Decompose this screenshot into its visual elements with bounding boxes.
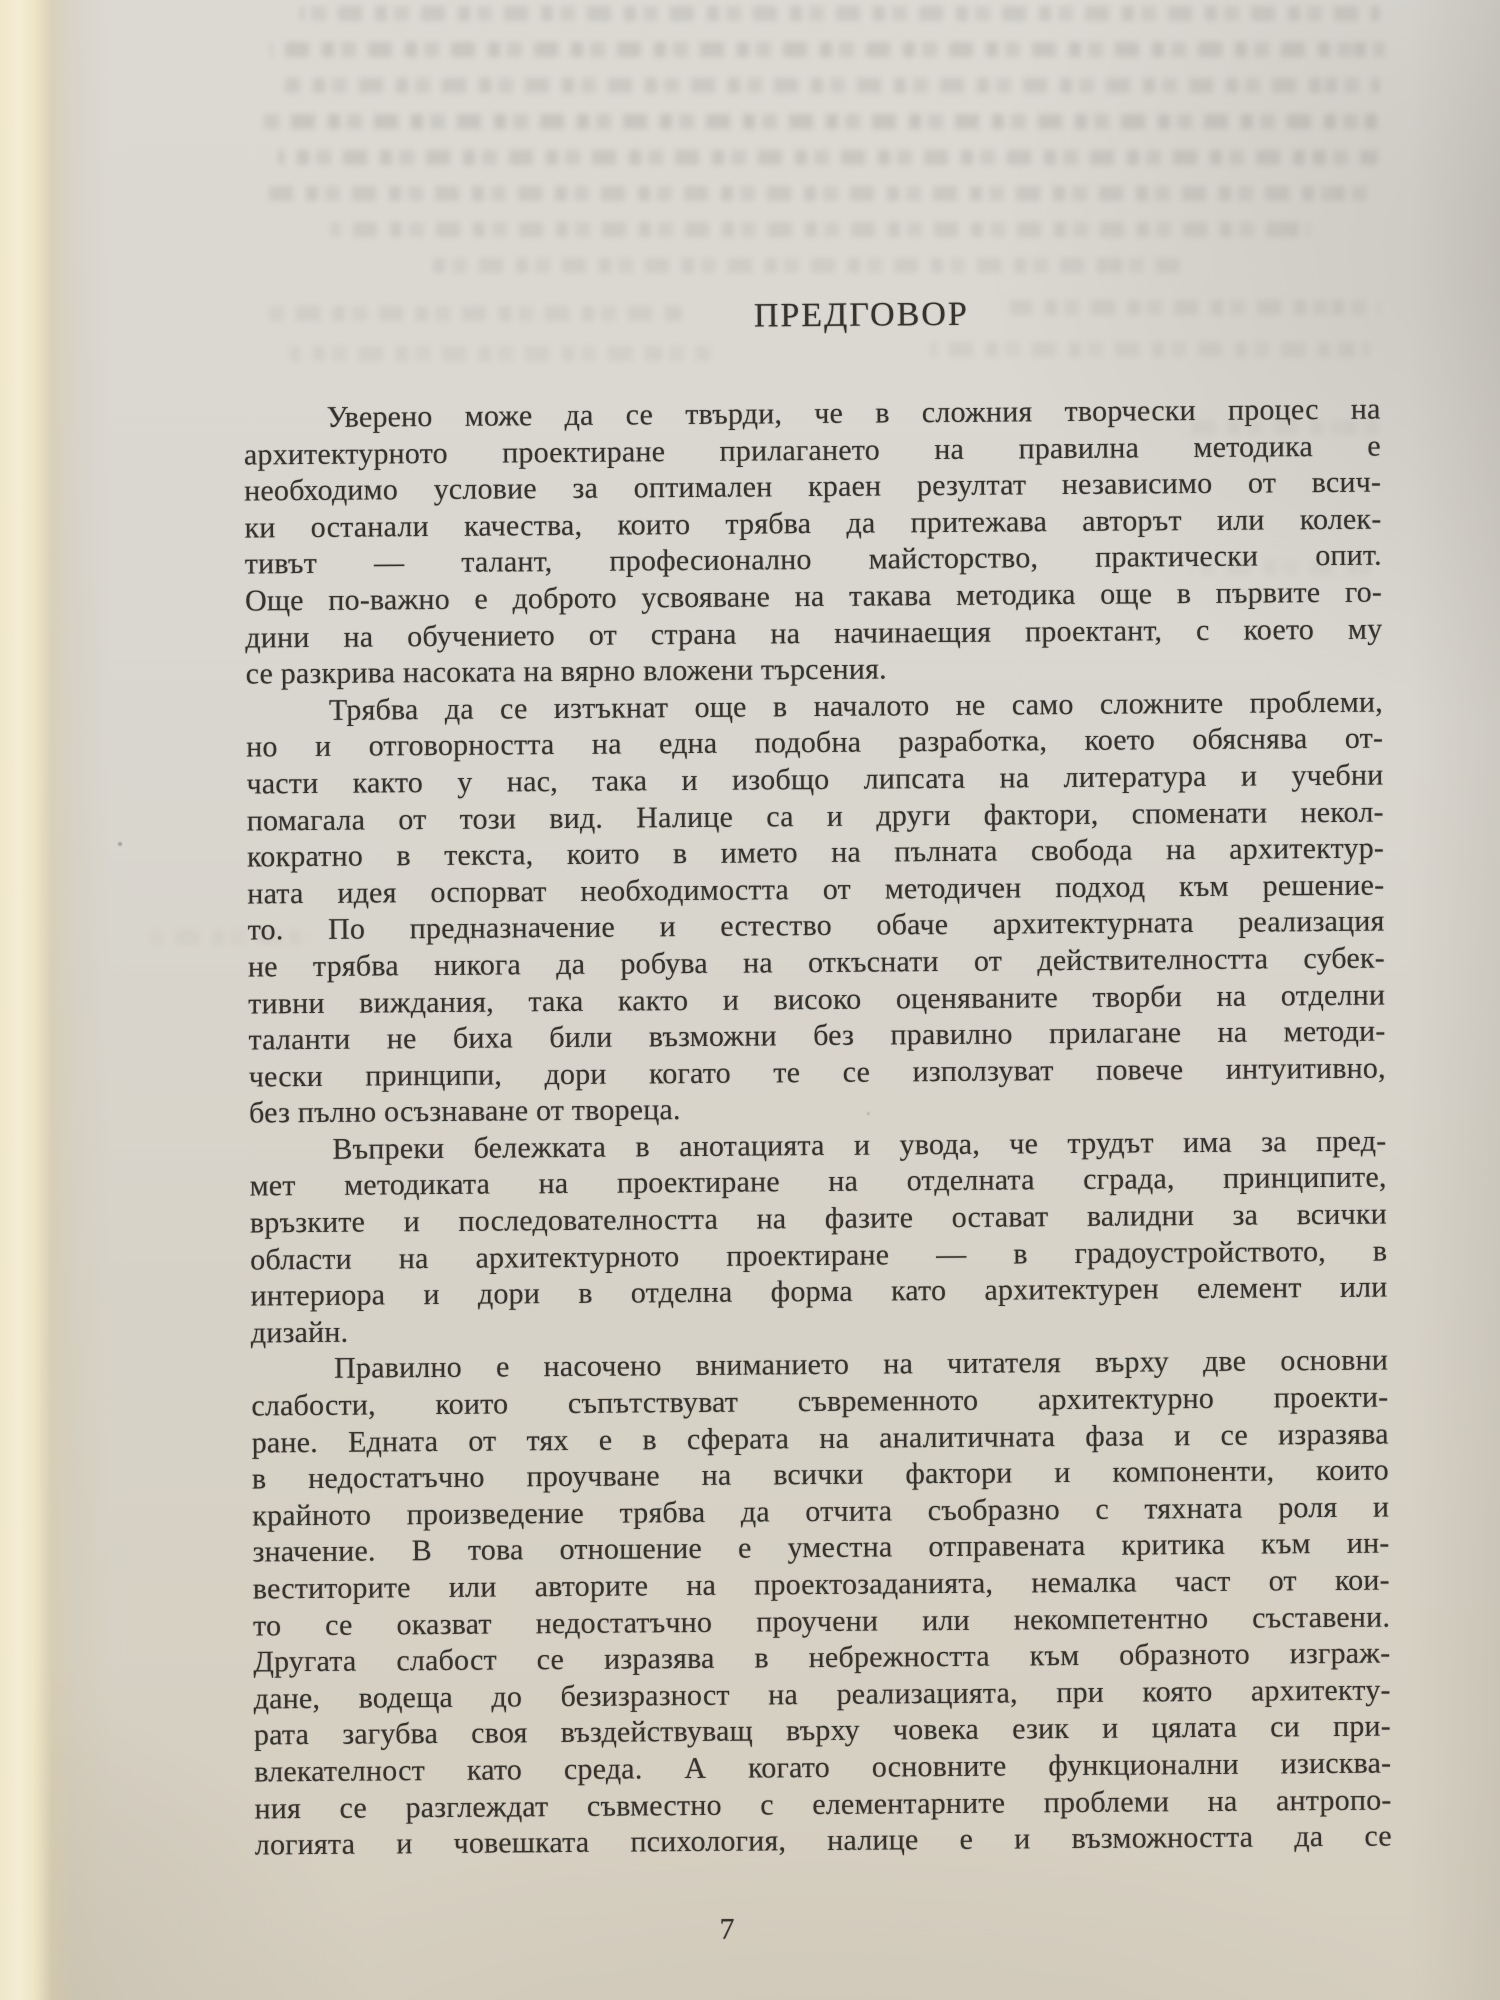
- text-line: връзките и последователността на фазите остават валидни за всички: [249, 1197, 1388, 1240]
- text-line: но и отговорността на една подобна разработка, което обяснява от-: [246, 721, 1384, 764]
- text-line: крайното произведение трябва да отчита съобразно с тяхната роля и: [252, 1490, 1390, 1533]
- text-line: необходимо условие за оптимален краен резултат независимо от всич-: [244, 465, 1382, 508]
- text-line: ния се разглеждат съвместно с елементарните проблеми на антропо-: [254, 1783, 1392, 1826]
- text-line: без пълно осъзнаване от твореца.: [248, 1093, 681, 1130]
- text-line: Въпреки бележката в анотацията и увода, че трудът има за пред-: [332, 1124, 1387, 1166]
- text-line: не трябва никога да робува на откъснати от действителността субек-: [247, 941, 1386, 984]
- text-line: дизайн.: [250, 1315, 349, 1350]
- text-line: области на архитектурното проектиране — в градоустройството, в: [250, 1234, 1388, 1277]
- text-line: Другата слабост се изразява в небрежността към образното изграж-: [253, 1636, 1391, 1679]
- printed-text: [240, 0, 1392, 1950]
- page-title: ПРЕДГОВОР: [753, 295, 969, 335]
- text-line: значение. В това отношение е уместна отправената критика към ин-: [252, 1526, 1390, 1569]
- text-line: ната идея оспорват необходимостта от методичен подход към решение-: [247, 868, 1385, 911]
- text-line: веститорите или авторите на проектозаданията, немалка част от кои-: [252, 1563, 1390, 1606]
- paragraph: [246, 684, 1386, 1132]
- text-line: помагала от този вид. Налице са и други фактори, споменати некол-: [246, 795, 1384, 838]
- page-edge: [0, 0, 110, 2000]
- text-line: се разкрива насоката на вярно вложени търсения.: [245, 652, 887, 691]
- paper-speck: [118, 842, 122, 846]
- text-line: слабости, които съпътствуват съвременното архитектурно проекти-: [251, 1380, 1389, 1423]
- text-line: Трябва да се изтъкнат още в началото не само сложните проблеми,: [328, 685, 1384, 727]
- text-line: влекателност като среда. А когато основните функционални изисква-: [254, 1746, 1392, 1789]
- text-line: дане, водеща до безизразност на реализацията, при която архитекту-: [253, 1673, 1391, 1716]
- text-line: мет методиката на проектиране на отделната сграда, принципите,: [249, 1160, 1387, 1203]
- text-line: интериора и дори в отделна форма като архитектурен елемент или: [250, 1270, 1388, 1313]
- paragraph: [251, 1343, 1392, 1864]
- text-line: Уверено може да се твърди, че в сложния творчески процес на: [326, 392, 1381, 434]
- text-line: чески принципи, дори когато те се използуват повече интуитивно,: [248, 1051, 1386, 1094]
- text-line: рата загубва своя въздействуващ върху човека език и цялата си при-: [253, 1709, 1392, 1752]
- text-line: то. По предназначение и естество обаче архитектурната реализация: [247, 904, 1385, 947]
- text-line: тивът — талант, професионално майсторство, практически опит.: [244, 538, 1382, 581]
- text-line: логията и човешката психология, налице е и възможността да се: [254, 1819, 1392, 1862]
- text-line: тивни виждания, така както и високо оценяваните творби на отделни: [248, 978, 1386, 1020]
- text-line: дини на обучението от страна на начинаещия проектант, с което му: [245, 612, 1383, 655]
- text-line: таланти не биха били възможни без правилно прилагане на методи-: [248, 1014, 1386, 1057]
- text-line: кократно в текста, които в името на пълната свобода на архитектур-: [246, 831, 1385, 874]
- text-line: архитектурното проектиране прилагането на правилна методика е: [243, 429, 1382, 472]
- text-line: части както у нас, така и изобщо липсата на литература и учебни: [246, 758, 1384, 801]
- text-line: то се оказват недостатъчно проучени или некомпетентно съставени.: [252, 1600, 1391, 1643]
- paragraph: [249, 1123, 1388, 1351]
- text-line: ране. Едната от тях е в сферата на аналитичната фаза и се изразява: [251, 1417, 1389, 1460]
- page-number: 7: [719, 1912, 735, 1946]
- text-line: в недостатъчно проучване на всички фактори и компоненти, които: [251, 1453, 1390, 1496]
- text-block: [243, 392, 1391, 1865]
- text-line: Още по-важно е доброто усвояване на такава методика още в първите го-: [244, 575, 1383, 618]
- text-line: ки останали качества, които трябва да притежава авторът или колек-: [244, 502, 1382, 545]
- text-line: Правилно е насочено вниманието на читателя върху две основни: [333, 1343, 1389, 1386]
- paragraph: [243, 392, 1382, 694]
